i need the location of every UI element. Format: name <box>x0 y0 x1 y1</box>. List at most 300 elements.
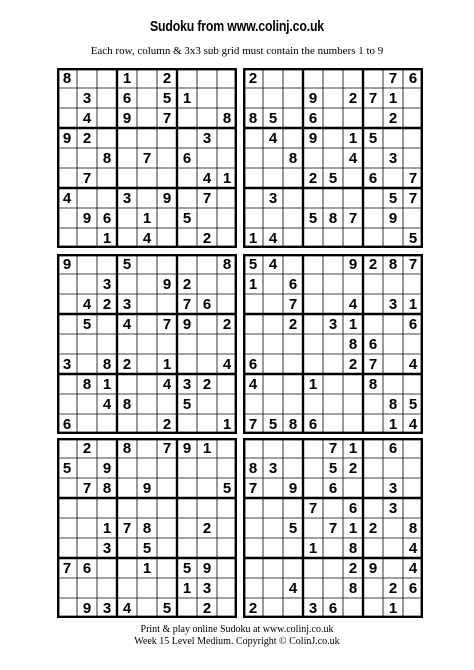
sudoku-cell <box>363 108 383 128</box>
sudoku-cell <box>323 558 343 578</box>
sudoku-cell <box>57 294 77 314</box>
sudoku-cell: 5 <box>308 209 318 227</box>
sudoku-cell: 7 <box>82 169 92 187</box>
sudoku-cell <box>137 254 157 274</box>
sudoku-cell <box>97 334 117 354</box>
sudoku-cell <box>363 314 383 334</box>
sudoku-cell <box>197 334 217 354</box>
sudoku-cell: 7 <box>82 479 92 497</box>
sudoku-cell: 7 <box>408 169 418 187</box>
sudoku-cell: 4 <box>82 109 92 127</box>
sudoku-cell: 1 <box>102 519 112 537</box>
sudoku-cell <box>77 578 97 598</box>
sudoku-cell <box>323 578 343 598</box>
sudoku-cell: 4 <box>122 315 132 333</box>
sudoku-cell: 2 <box>162 415 172 433</box>
sudoku-cell <box>283 88 303 108</box>
sudoku-cell <box>177 128 197 148</box>
sudoku-grid-2 <box>243 68 423 248</box>
sudoku-cell <box>117 148 137 168</box>
sudoku-cell <box>243 538 263 558</box>
sudoku-cell: 6 <box>82 559 92 577</box>
sudoku-cell <box>117 274 137 294</box>
sudoku-cell: 4 <box>408 415 418 433</box>
sudoku-cell <box>97 254 117 274</box>
sudoku-cell <box>97 314 117 334</box>
sudoku-cell <box>363 578 383 598</box>
sudoku-cell <box>177 108 197 128</box>
sudoku-cell: 4 <box>142 229 152 247</box>
sudoku-cell <box>243 188 263 208</box>
sudoku-cell <box>157 458 177 478</box>
sudoku-cell <box>303 578 323 598</box>
sudoku-cell <box>363 438 383 458</box>
sudoku-cell <box>363 274 383 294</box>
sudoku-cell: 9 <box>62 255 72 273</box>
sudoku-cell <box>177 228 197 248</box>
sudoku-cell: 7 <box>142 149 152 167</box>
sudoku-cell: 2 <box>102 295 112 313</box>
sudoku-cell: 1 <box>222 169 232 187</box>
sudoku-cell: 2 <box>82 439 92 457</box>
sudoku-cell <box>137 128 157 148</box>
sudoku-cell <box>117 558 137 578</box>
sudoku-cell <box>177 68 197 88</box>
sudoku-cell: 2 <box>82 129 92 147</box>
sudoku-cell <box>77 394 97 414</box>
sudoku-cell <box>77 274 97 294</box>
sudoku-cell <box>217 518 237 538</box>
sudoku-cell <box>343 274 363 294</box>
sudoku-cell <box>303 518 323 538</box>
sudoku-cell <box>137 168 157 188</box>
sudoku-cell: 6 <box>408 69 418 87</box>
cell-container <box>57 68 237 248</box>
sudoku-cell <box>303 334 323 354</box>
sudoku-cell: 1 <box>162 355 172 373</box>
sudoku-cell: 4 <box>62 189 72 207</box>
sudoku-cell <box>243 334 263 354</box>
sudoku-cell <box>97 438 117 458</box>
sudoku-cell <box>197 354 217 374</box>
sudoku-cell: 1 <box>388 415 398 433</box>
sudoku-cell <box>57 208 77 228</box>
sudoku-cell <box>137 108 157 128</box>
sudoku-cell <box>57 394 77 414</box>
sudoku-cell <box>137 274 157 294</box>
sudoku-cell: 1 <box>248 229 258 247</box>
sudoku-cell <box>117 334 137 354</box>
sudoku-cell <box>303 188 323 208</box>
sudoku-cell <box>157 168 177 188</box>
sudoku-cell: 4 <box>122 599 132 617</box>
sudoku-cell <box>343 414 363 434</box>
sudoku-cell: 1 <box>308 375 318 393</box>
sudoku-cell <box>117 478 137 498</box>
sudoku-cell: 3 <box>268 189 278 207</box>
sudoku-cell <box>323 188 343 208</box>
sudoku-cell <box>263 394 283 414</box>
sudoku-cell: 4 <box>408 559 418 577</box>
sudoku-cell: 2 <box>288 315 298 333</box>
sudoku-cell <box>243 128 263 148</box>
sudoku-cell <box>97 168 117 188</box>
sudoku-cell: 2 <box>122 355 132 373</box>
sudoku-cell: 1 <box>308 539 318 557</box>
sudoku-cell <box>263 208 283 228</box>
sudoku-cell: 1 <box>388 599 398 617</box>
sudoku-cell <box>403 374 423 394</box>
sudoku-cell <box>263 518 283 538</box>
sudoku-cell <box>57 374 77 394</box>
sudoku-cell <box>197 478 217 498</box>
sudoku-cell <box>117 208 137 228</box>
sudoku-cell <box>137 414 157 434</box>
footer-line-1: Print & play online Sudoku at www.colinj.co.uk <box>140 624 334 635</box>
sudoku-cell: 2 <box>202 599 212 617</box>
sudoku-cell <box>263 294 283 314</box>
sudoku-cell <box>303 294 323 314</box>
sudoku-cell: 1 <box>182 579 192 597</box>
sudoku-cell: 5 <box>182 559 192 577</box>
sudoku-cell <box>303 558 323 578</box>
sudoku-cell <box>283 168 303 188</box>
sudoku-cell <box>243 168 263 188</box>
instructions-text: Each row, column & 3x3 sub grid must contain the numbers 1 to 9 <box>90 45 384 57</box>
sudoku-cell: 6 <box>408 579 418 597</box>
sudoku-cell: 4 <box>102 395 112 413</box>
sudoku-cell <box>197 274 217 294</box>
sudoku-cell: 2 <box>368 255 378 273</box>
sudoku-cell <box>323 394 343 414</box>
sudoku-cell: 6 <box>102 209 112 227</box>
sudoku-cell <box>177 598 197 618</box>
sudoku-cell: 7 <box>202 189 212 207</box>
sudoku-cell: 7 <box>328 519 338 537</box>
sudoku-cell: 2 <box>388 579 398 597</box>
sudoku-cell <box>117 128 137 148</box>
sudoku-cell: 8 <box>408 519 418 537</box>
sudoku-cell <box>197 498 217 518</box>
sudoku-cell: 6 <box>308 109 318 127</box>
sudoku-cell: 2 <box>202 229 212 247</box>
sudoku-cell <box>283 208 303 228</box>
sudoku-cell: 1 <box>222 415 232 433</box>
sudoku-cell: 5 <box>388 189 398 207</box>
sudoku-cell <box>77 518 97 538</box>
sudoku-cell: 7 <box>388 69 398 87</box>
sudoku-cell: 7 <box>288 295 298 313</box>
sudoku-cell: 6 <box>62 415 72 433</box>
cell-container <box>243 68 423 248</box>
sudoku-cell: 2 <box>182 275 192 293</box>
sudoku-cell: 7 <box>408 189 418 207</box>
sudoku-cell <box>303 228 323 248</box>
sudoku-cell <box>243 578 263 598</box>
sudoku-cell <box>157 254 177 274</box>
sudoku-cell <box>217 394 237 414</box>
sudoku-cell <box>77 68 97 88</box>
sudoku-cell <box>263 478 283 498</box>
sudoku-cell <box>217 228 237 248</box>
sudoku-cell: 1 <box>142 209 152 227</box>
sudoku-cell <box>283 228 303 248</box>
sudoku-cell <box>383 228 403 248</box>
sudoku-cell: 5 <box>408 395 418 413</box>
sudoku-cell <box>283 598 303 618</box>
sudoku-cell <box>283 394 303 414</box>
sudoku-cell <box>217 274 237 294</box>
sudoku-cell <box>77 188 97 208</box>
sudoku-cell <box>117 538 137 558</box>
sudoku-cell <box>403 334 423 354</box>
sudoku-cell: 7 <box>248 415 258 433</box>
sudoku-cell <box>323 374 343 394</box>
sudoku-cell <box>403 128 423 148</box>
sudoku-cell <box>117 374 137 394</box>
sudoku-cell: 2 <box>348 459 358 477</box>
sudoku-cell: 8 <box>222 109 232 127</box>
sudoku-cell: 1 <box>388 89 398 107</box>
sudoku-cell <box>197 208 217 228</box>
sudoku-cell <box>217 558 237 578</box>
sudoku-cell: 6 <box>182 149 192 167</box>
sudoku-cell <box>283 538 303 558</box>
sudoku-cell <box>97 108 117 128</box>
sudoku-cell <box>343 394 363 414</box>
sudoku-cell <box>403 274 423 294</box>
sudoku-cell: 1 <box>348 439 358 457</box>
sudoku-cell <box>57 518 77 538</box>
sudoku-cell <box>197 254 217 274</box>
sudoku-cell <box>157 148 177 168</box>
sudoku-cell <box>323 274 343 294</box>
sudoku-cell: 9 <box>348 255 358 273</box>
sudoku-cell <box>243 208 263 228</box>
sudoku-cell <box>323 148 343 168</box>
sudoku-cell: 7 <box>248 479 258 497</box>
sudoku-cell <box>77 498 97 518</box>
sudoku-cell <box>303 394 323 414</box>
sudoku-cell <box>403 208 423 228</box>
sudoku-cell <box>197 108 217 128</box>
sudoku-cell <box>97 414 117 434</box>
sudoku-cell: 4 <box>202 169 212 187</box>
sudoku-cell: 3 <box>268 459 278 477</box>
sudoku-cell <box>363 294 383 314</box>
sudoku-cell <box>137 578 157 598</box>
sudoku-cell <box>243 148 263 168</box>
sudoku-cell: 3 <box>102 539 112 557</box>
sudoku-cell <box>363 68 383 88</box>
sudoku-cell <box>97 558 117 578</box>
sudoku-cell: 6 <box>288 275 298 293</box>
sudoku-cell: 6 <box>388 439 398 457</box>
sudoku-cell <box>197 88 217 108</box>
sudoku-cell <box>343 68 363 88</box>
sudoku-cell <box>323 254 343 274</box>
sudoku-cell: 6 <box>308 415 318 433</box>
sudoku-cell: 8 <box>142 519 152 537</box>
sudoku-cell: 5 <box>162 89 172 107</box>
sudoku-cell <box>283 128 303 148</box>
sudoku-cell: 4 <box>162 375 172 393</box>
sudoku-cell <box>217 598 237 618</box>
sudoku-cell <box>263 374 283 394</box>
sudoku-grid-4 <box>243 254 423 434</box>
sudoku-cell <box>403 458 423 478</box>
sudoku-cell: 6 <box>368 169 378 187</box>
sudoku-cell <box>137 374 157 394</box>
sudoku-cell <box>137 334 157 354</box>
sudoku-cell: 9 <box>368 559 378 577</box>
sudoku-cell: 4 <box>268 255 278 273</box>
sudoku-cell <box>303 438 323 458</box>
sudoku-cell <box>197 414 217 434</box>
sudoku-cell: 5 <box>62 459 72 477</box>
sudoku-cell: 5 <box>162 599 172 617</box>
sudoku-cell <box>137 88 157 108</box>
sudoku-cell: 6 <box>328 599 338 617</box>
sudoku-cell: 1 <box>348 315 358 333</box>
sudoku-cell <box>363 598 383 618</box>
sudoku-cell: 9 <box>82 599 92 617</box>
sudoku-cell <box>57 578 77 598</box>
sudoku-cell: 8 <box>368 375 378 393</box>
sudoku-cell <box>57 168 77 188</box>
sudoku-cell <box>263 68 283 88</box>
sudoku-cell <box>197 394 217 414</box>
sudoku-cell: 1 <box>348 519 358 537</box>
sudoku-cell <box>57 438 77 458</box>
sudoku-cell <box>243 294 263 314</box>
sudoku-cell: 8 <box>248 109 258 127</box>
sudoku-cell <box>283 498 303 518</box>
sudoku-cell <box>157 518 177 538</box>
sudoku-cell <box>77 354 97 374</box>
sudoku-cell: 8 <box>102 479 112 497</box>
sudoku-cell: 3 <box>388 479 398 497</box>
sudoku-cell <box>177 168 197 188</box>
sudoku-cell <box>137 68 157 88</box>
sudoku-cell: 7 <box>348 209 358 227</box>
sudoku-cell: 4 <box>268 129 278 147</box>
sudoku-cell: 5 <box>268 109 278 127</box>
sudoku-cell <box>97 188 117 208</box>
sudoku-cell <box>77 148 97 168</box>
sudoku-cell <box>217 374 237 394</box>
sudoku-cell <box>343 168 363 188</box>
sudoku-cell <box>303 274 323 294</box>
sudoku-cell <box>177 334 197 354</box>
sudoku-cell <box>217 208 237 228</box>
sudoku-cell <box>177 538 197 558</box>
sudoku-cell: 6 <box>348 499 358 517</box>
sudoku-cell <box>263 578 283 598</box>
sudoku-cell <box>97 498 117 518</box>
sudoku-cell <box>243 558 263 578</box>
sudoku-cell <box>77 254 97 274</box>
sudoku-cell: 9 <box>122 109 132 127</box>
sudoku-cell: 2 <box>388 109 398 127</box>
sudoku-cell: 4 <box>348 149 358 167</box>
sudoku-cell <box>177 518 197 538</box>
sudoku-cell: 1 <box>182 89 192 107</box>
sudoku-cell <box>263 88 283 108</box>
sudoku-cell <box>323 88 343 108</box>
sudoku-cell: 7 <box>162 315 172 333</box>
sudoku-cell <box>157 478 177 498</box>
sudoku-cell <box>263 148 283 168</box>
sudoku-cell: 4 <box>288 579 298 597</box>
sudoku-cell <box>117 414 137 434</box>
sudoku-cell: 9 <box>82 209 92 227</box>
sudoku-cell: 9 <box>202 559 212 577</box>
sudoku-cell <box>303 478 323 498</box>
sudoku-cell <box>323 414 343 434</box>
sudoku-cell <box>283 438 303 458</box>
sudoku-cell <box>323 334 343 354</box>
sudoku-cell <box>303 254 323 274</box>
sudoku-cell <box>197 148 217 168</box>
sudoku-cell: 3 <box>388 149 398 167</box>
sudoku-cell: 7 <box>308 499 318 517</box>
cell-container <box>243 438 423 618</box>
sudoku-cell <box>303 68 323 88</box>
sudoku-cell <box>217 294 237 314</box>
sudoku-cell: 8 <box>288 415 298 433</box>
sudoku-cell <box>157 538 177 558</box>
sudoku-cell <box>343 228 363 248</box>
sudoku-cell <box>263 598 283 618</box>
sudoku-cell: 5 <box>328 459 338 477</box>
sudoku-cell <box>57 228 77 248</box>
sudoku-cell: 5 <box>222 479 232 497</box>
sudoku-cell: 8 <box>348 539 358 557</box>
sudoku-cell <box>217 498 237 518</box>
sudoku-cell <box>323 108 343 128</box>
sudoku-cell: 5 <box>122 255 132 273</box>
sudoku-grid-3 <box>57 254 237 434</box>
sudoku-cell <box>117 458 137 478</box>
sudoku-cell: 2 <box>348 89 358 107</box>
sudoku-cell: 2 <box>368 519 378 537</box>
sudoku-cell <box>323 128 343 148</box>
sudoku-cell <box>57 598 77 618</box>
sudoku-cell <box>97 578 117 598</box>
sudoku-cell: 1 <box>248 275 258 293</box>
sudoku-cell <box>343 598 363 618</box>
sudoku-cell <box>177 458 197 478</box>
sudoku-cell: 4 <box>408 355 418 373</box>
sudoku-cell: 9 <box>182 439 192 457</box>
sudoku-cell <box>137 458 157 478</box>
sudoku-cell <box>323 228 343 248</box>
sudoku-cell <box>283 108 303 128</box>
sudoku-cell <box>243 498 263 518</box>
sudoku-cell <box>383 558 403 578</box>
sudoku-cell <box>77 538 97 558</box>
sudoku-cell <box>363 228 383 248</box>
sudoku-cell <box>177 414 197 434</box>
sudoku-cell: 6 <box>122 89 132 107</box>
sudoku-cell <box>403 598 423 618</box>
sudoku-cell <box>137 438 157 458</box>
sudoku-cell: 3 <box>122 189 132 207</box>
sudoku-cell <box>403 438 423 458</box>
sudoku-cell: 9 <box>162 189 172 207</box>
sudoku-cell <box>137 498 157 518</box>
